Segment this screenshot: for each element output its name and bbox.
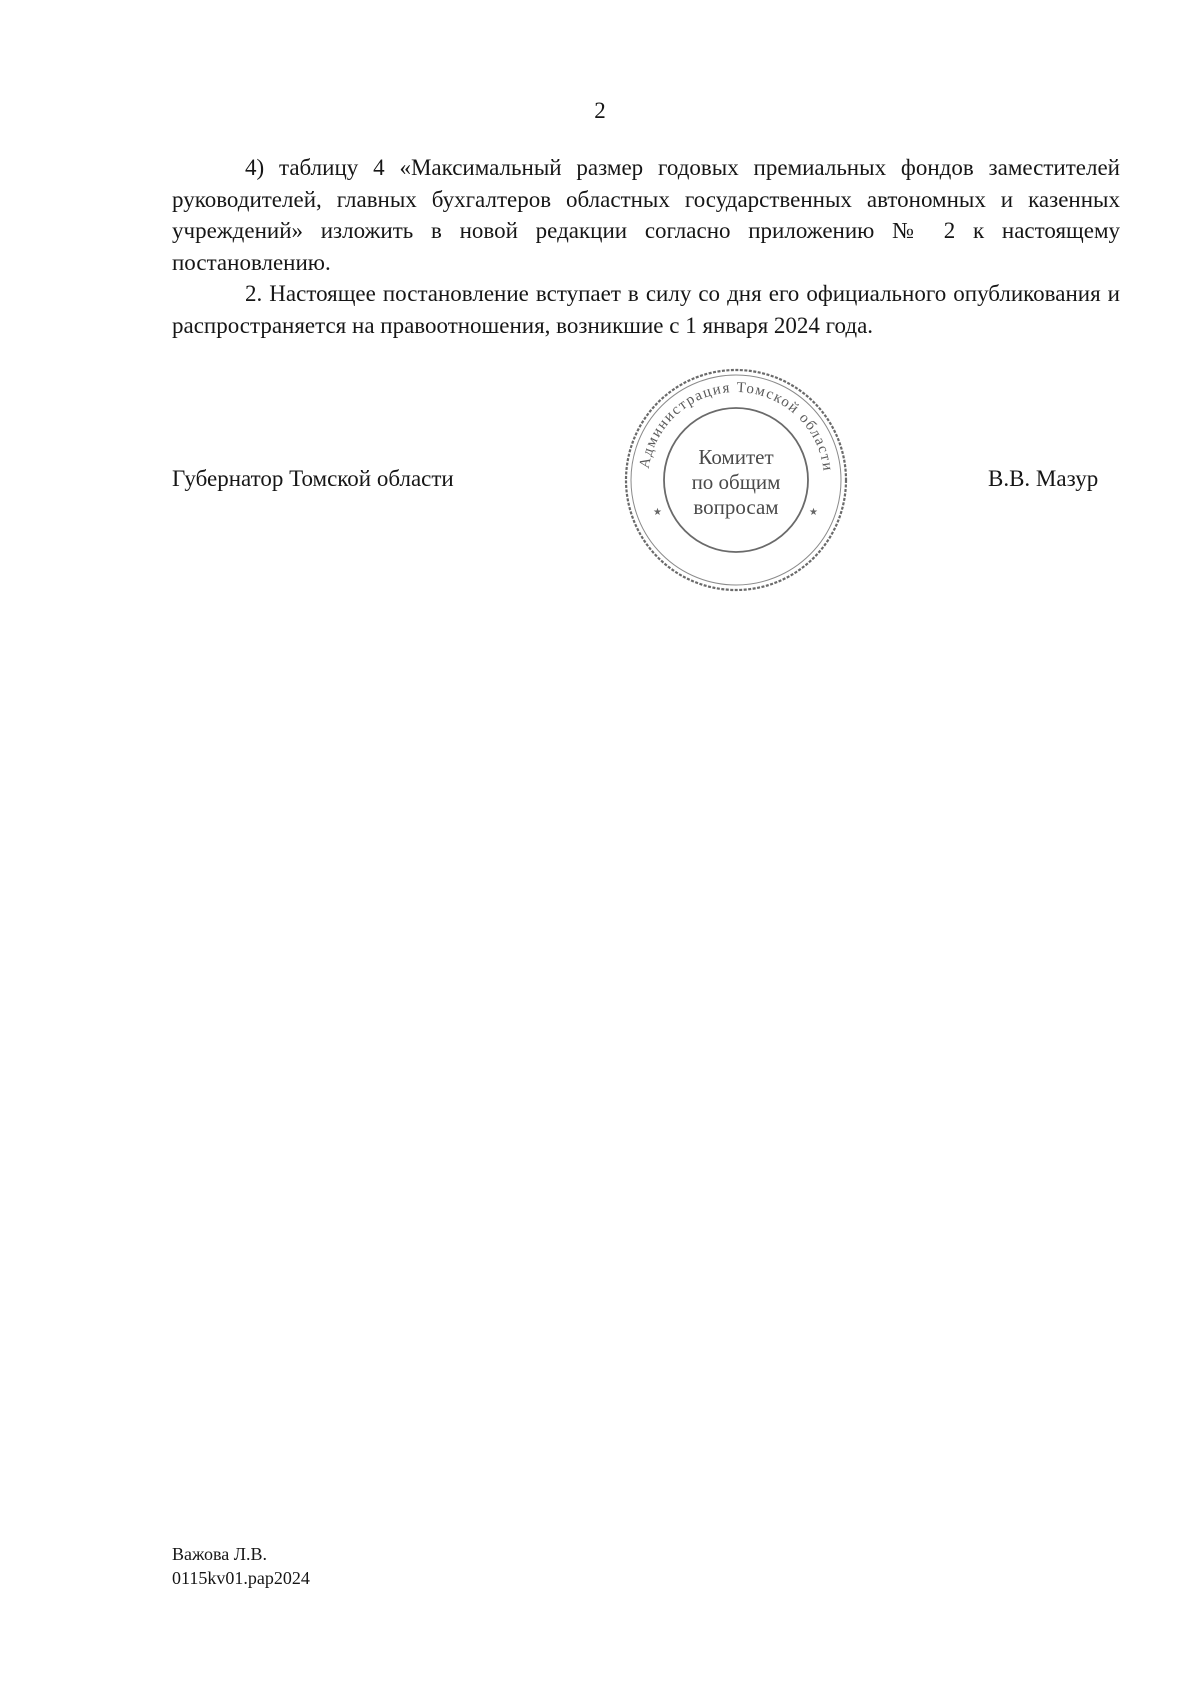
paragraph-amendment-item-4: 4) таблицу 4 «Максимальный размер годовых премиальных фондов заместителей руководителей, главных бухгалтеров областных государственных автономных и казенных учреждений» изложить в новой редакции согласно приложению № 2 к настоящему постановлению. xyxy=(172,155,1120,275)
signature-position: Губернатор Томской области xyxy=(172,466,454,491)
body-text xyxy=(172,152,1120,341)
stamp-center-line-3: вопросам xyxy=(693,495,779,519)
executor-name: Важова Л.В. xyxy=(172,1544,267,1564)
svg-text:★: ★ xyxy=(653,507,662,518)
official-stamp xyxy=(621,365,851,595)
executor-block xyxy=(172,1542,310,1590)
page-number: 2 xyxy=(594,98,606,123)
stamp-center-line-1: Комитет xyxy=(698,445,774,469)
paragraph-entry-into-force: 2. Настоящее постановление вступает в силу со дня его официального опубликования и распространяется на правоотношения, возникшие с 1 января 2024 года. xyxy=(172,281,1120,338)
stamp-center-line-2: по общим xyxy=(691,470,781,494)
document-file-code: 0115kv01.pap2024 xyxy=(172,1568,310,1588)
stamp-ring-text: Администрация Томской области xyxy=(636,379,836,473)
signature-name: В.В. Мазур xyxy=(988,466,1099,491)
svg-text:★: ★ xyxy=(809,507,818,518)
